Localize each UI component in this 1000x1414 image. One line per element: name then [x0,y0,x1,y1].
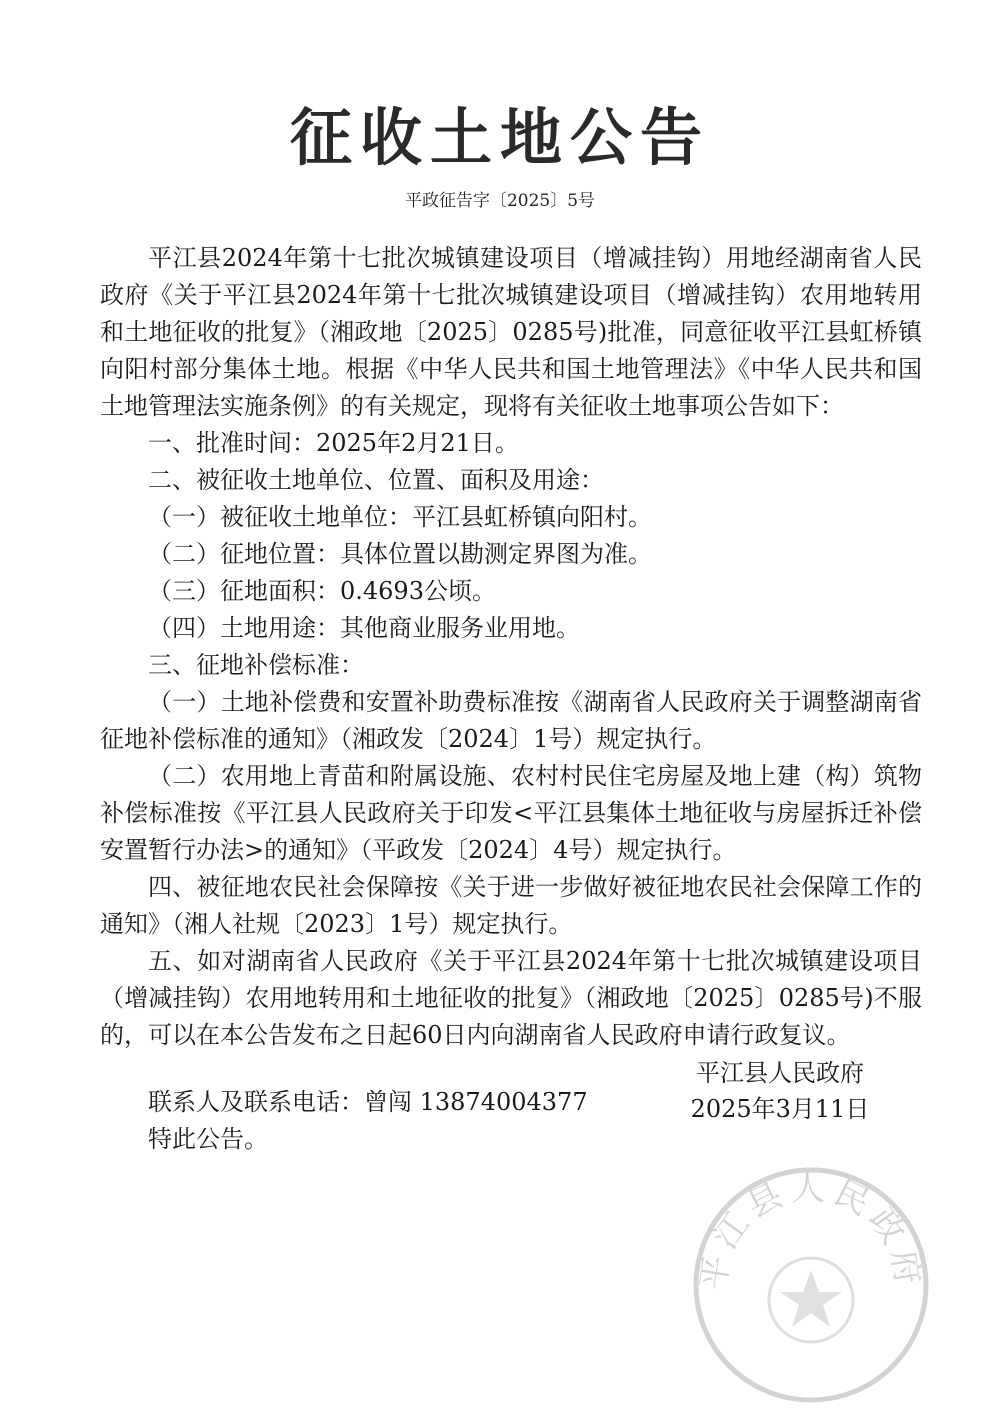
compensation-2: （二）农用地上青苗和附属设施、农村村民住宅房屋及地上建（构）筑物补偿标准按《平江县人民政府关于印发<平江县集体土地征收与房屋拆迁补偿安置暂行办法>的通知》（平政发〔2024〕4号）规定执行。 [100,762,922,864]
social-security: 四、被征地农民社会保障按《关于进一步做好被征地农民社会保障工作的通知》（湘人社规〔2023〕1号）规定执行。 [100,873,922,938]
announcement-body [100,240,922,1158]
official-seal-icon [686,1160,936,1410]
contact-line: 联系人及联系电话：曾闯 13874004377 [148,1088,588,1116]
land-use: （四）土地用途：其他商业服务业用地。 [148,614,580,642]
land-location: （二）征地位置：具体位置以勘测定界图为准。 [148,540,652,568]
review-rights: 五、如对湖南省人民政府《关于平江县2024年第十七批次城镇建设项目（增减挂钩）农用地转用和土地征收的批复》（湘政地〔2025〕0285号)不服的，可以在本公告发布之日起60日内向湖南省人民政府申请行政复议。 [100,947,922,1049]
approval-time: 一、批准时间：2025年2月21日。 [148,429,519,457]
page-title: 征收土地公告 [289,101,710,174]
document-number: 平政征告字〔2025〕5号 [404,191,596,211]
signature-block [660,1055,900,1127]
section-3-heading: 三、征地补偿标准： [148,651,364,679]
signing-date: 2025年3月11日 [690,1095,870,1123]
land-unit: （一）被征收土地单位：平江县虹桥镇向阳村。 [148,503,652,531]
compensation-1: （一）土地补偿费和安置补助费标准按《湖南省人民政府关于调整湖南省征地补偿标准的通知》（湘政发〔2024〕1号）规定执行。 [100,688,922,753]
land-area: （三）征地面积：0.4693公顷。 [148,577,496,605]
intro-paragraph: 平江县2024年第十七批次城镇建设项目（增减挂钩）用地经湖南省人民政府《关于平江县2024年第十七批次城镇建设项目（增减挂钩）农用地转用和土地征收的批复》（湘政地〔2025〕0285号)批准，同意征收平江县虹桥镇向阳村部分集体土地。根据《中华人民共和国土地管理法》《中华人民共和国土地管理法实施条例》的有关规定，现将有关征收土地事项公告如下： [100,244,922,420]
signing-organization: 平江县人民政府 [696,1059,864,1087]
seal-text: 平江县人民政府 [693,1169,929,1293]
closing-line: 特此公告。 [148,1125,268,1153]
section-2-heading: 二、被征收土地单位、位置、面积及用途： [148,466,604,494]
